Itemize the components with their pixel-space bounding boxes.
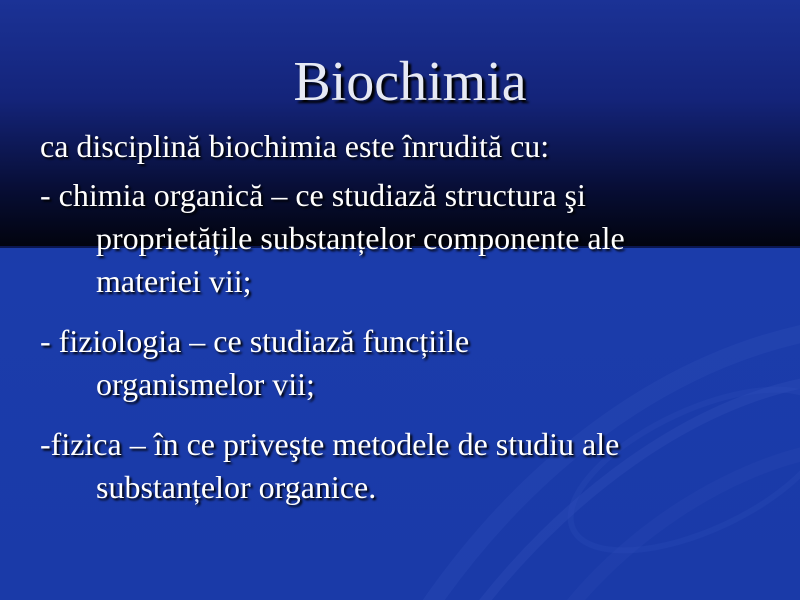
list-item-line: proprietățile substanțelor componente ale bbox=[96, 220, 625, 256]
slide-body bbox=[40, 122, 780, 512]
list-item-line: -fizica – în ce priveşte metodele de studiu ale bbox=[40, 426, 620, 462]
list-item bbox=[40, 171, 780, 306]
list-item-line: - chimia organică – ce studiază structura şi bbox=[40, 177, 586, 213]
list-item bbox=[40, 317, 780, 409]
list-item-line: substanțelor organice. bbox=[96, 469, 377, 505]
list-item-line: materiei vii; bbox=[96, 263, 252, 299]
list-item-line: organismelor vii; bbox=[96, 366, 315, 402]
intro-line bbox=[40, 122, 780, 171]
list-item bbox=[40, 420, 780, 512]
slide-title: Biochimia bbox=[293, 51, 527, 113]
intro-text: ca disciplină biochimia este înrudită cu: bbox=[40, 128, 550, 164]
list-item-line: - fiziologia – ce studiază funcțiile bbox=[40, 323, 470, 359]
